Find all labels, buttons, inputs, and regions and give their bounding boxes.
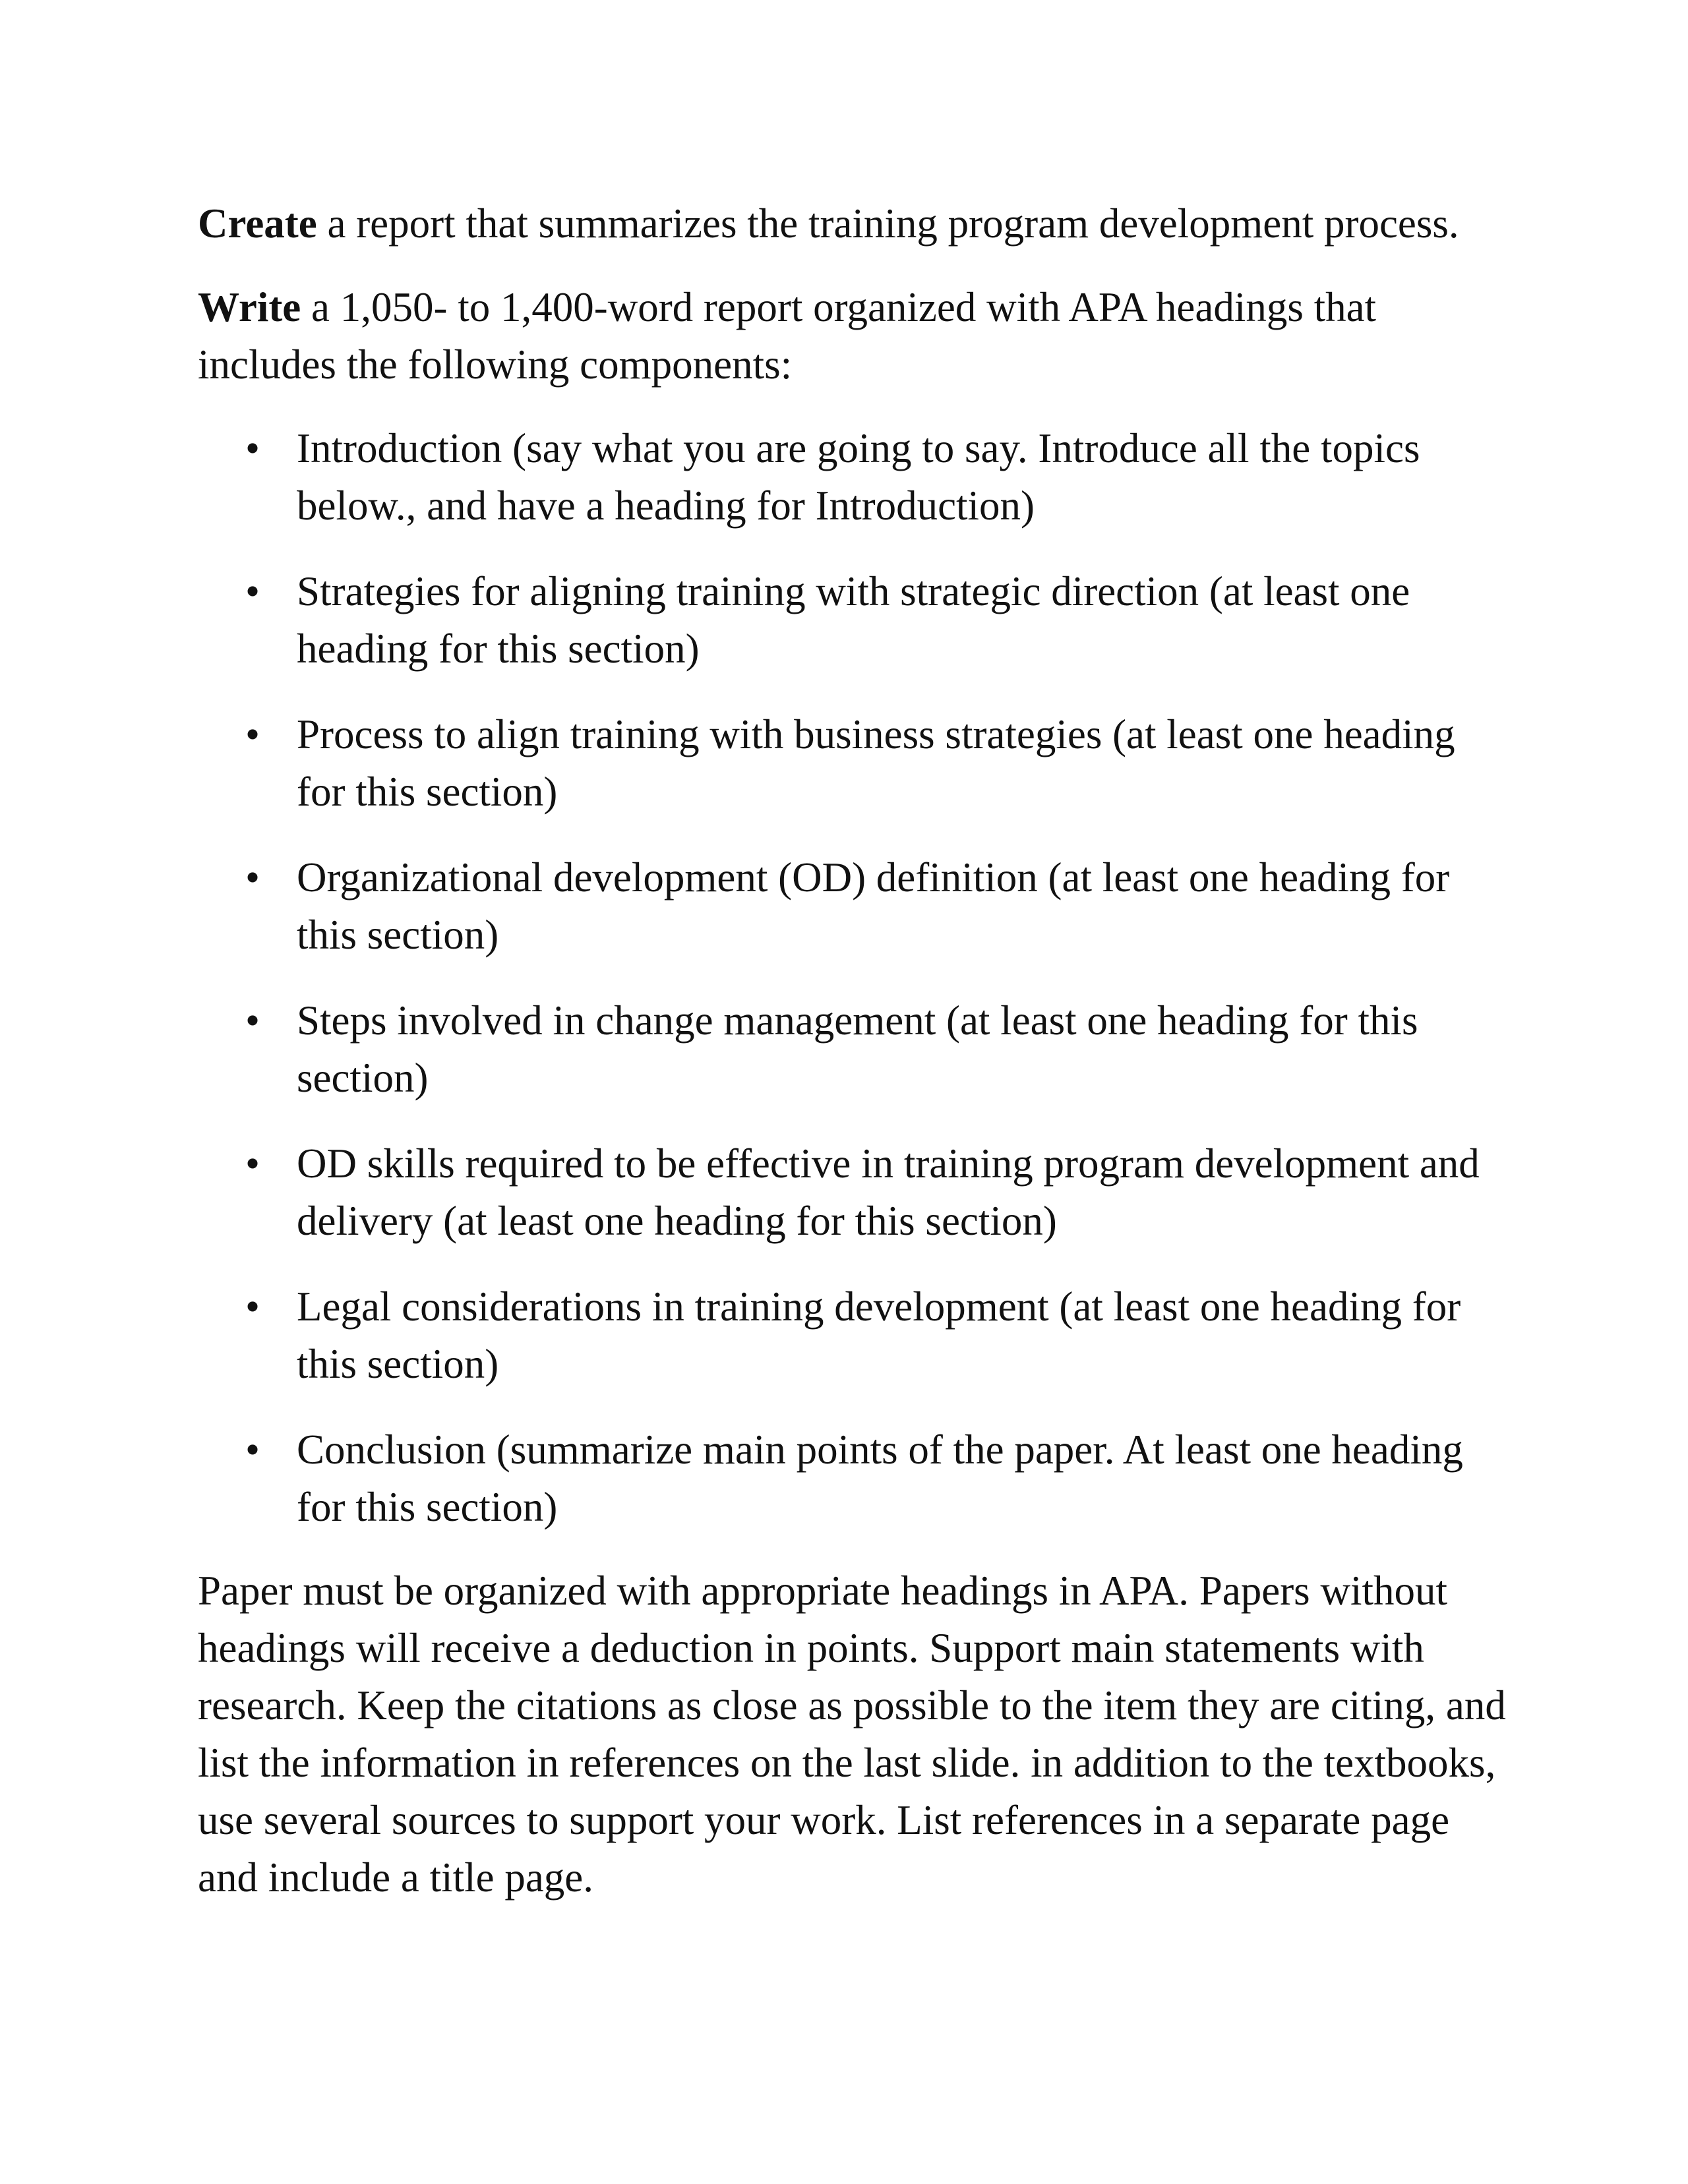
create-lead: Create bbox=[198, 200, 317, 247]
list-item bbox=[198, 563, 1510, 678]
components-list bbox=[198, 420, 1510, 1536]
list-item-text: Organizational development (OD) definition (at least one heading for this section) bbox=[297, 854, 1450, 958]
bullet-icon: • bbox=[245, 997, 260, 1044]
list-item-text: Process to align training with business strategies (at least one heading for this section) bbox=[297, 711, 1455, 815]
bullet-icon: • bbox=[245, 854, 260, 900]
list-item-text: Introduction (say what you are going to say. Introduce all the topics below., and have a heading for Introduction) bbox=[297, 425, 1420, 529]
list-item-text: Legal considerations in training development (at least one heading for this section) bbox=[297, 1284, 1461, 1387]
list-item-text: OD skills required to be effective in training program development and delivery (at least one heading for this section) bbox=[297, 1140, 1480, 1244]
list-item bbox=[198, 992, 1510, 1107]
bullet-icon: • bbox=[245, 1427, 260, 1473]
list-item bbox=[198, 420, 1510, 535]
document-body bbox=[198, 195, 1510, 1933]
list-item bbox=[198, 1135, 1510, 1250]
bullet-icon: • bbox=[245, 1140, 260, 1187]
create-instruction bbox=[198, 195, 1510, 252]
bullet-icon: • bbox=[245, 711, 260, 757]
bullet-icon: • bbox=[245, 425, 260, 471]
list-item bbox=[198, 1421, 1510, 1536]
list-item-text: Steps involved in change management (at least one heading for this section) bbox=[297, 997, 1418, 1101]
list-item bbox=[198, 1278, 1510, 1393]
write-instruction bbox=[198, 279, 1510, 394]
list-item bbox=[198, 706, 1510, 821]
list-item-text: Strategies for aligning training with strategic direction (at least one heading for this section) bbox=[297, 568, 1410, 672]
write-text: a 1,050- to 1,400-word report organized with APA headings that includes the following components: bbox=[198, 284, 1377, 388]
bullet-icon: • bbox=[245, 568, 260, 614]
list-item bbox=[198, 849, 1510, 964]
create-text: a report that summarizes the training program development process. bbox=[316, 200, 1459, 247]
closing-paragraph: Paper must be organized with appropriate headings in APA. Papers without headings will receive a deduction in points. Support main statements with research. Keep the citations as close as possible to the item they are citing, and list the information in references on the last slide. in addition to the textbooks, use several sources to support your work. List references in a separate page and include a title page. bbox=[198, 1568, 1506, 1901]
bullet-icon: • bbox=[245, 1284, 260, 1330]
list-item-text: Conclusion (summarize main points of the paper. At least one heading for this section) bbox=[297, 1427, 1463, 1530]
write-lead: Write bbox=[198, 284, 301, 330]
